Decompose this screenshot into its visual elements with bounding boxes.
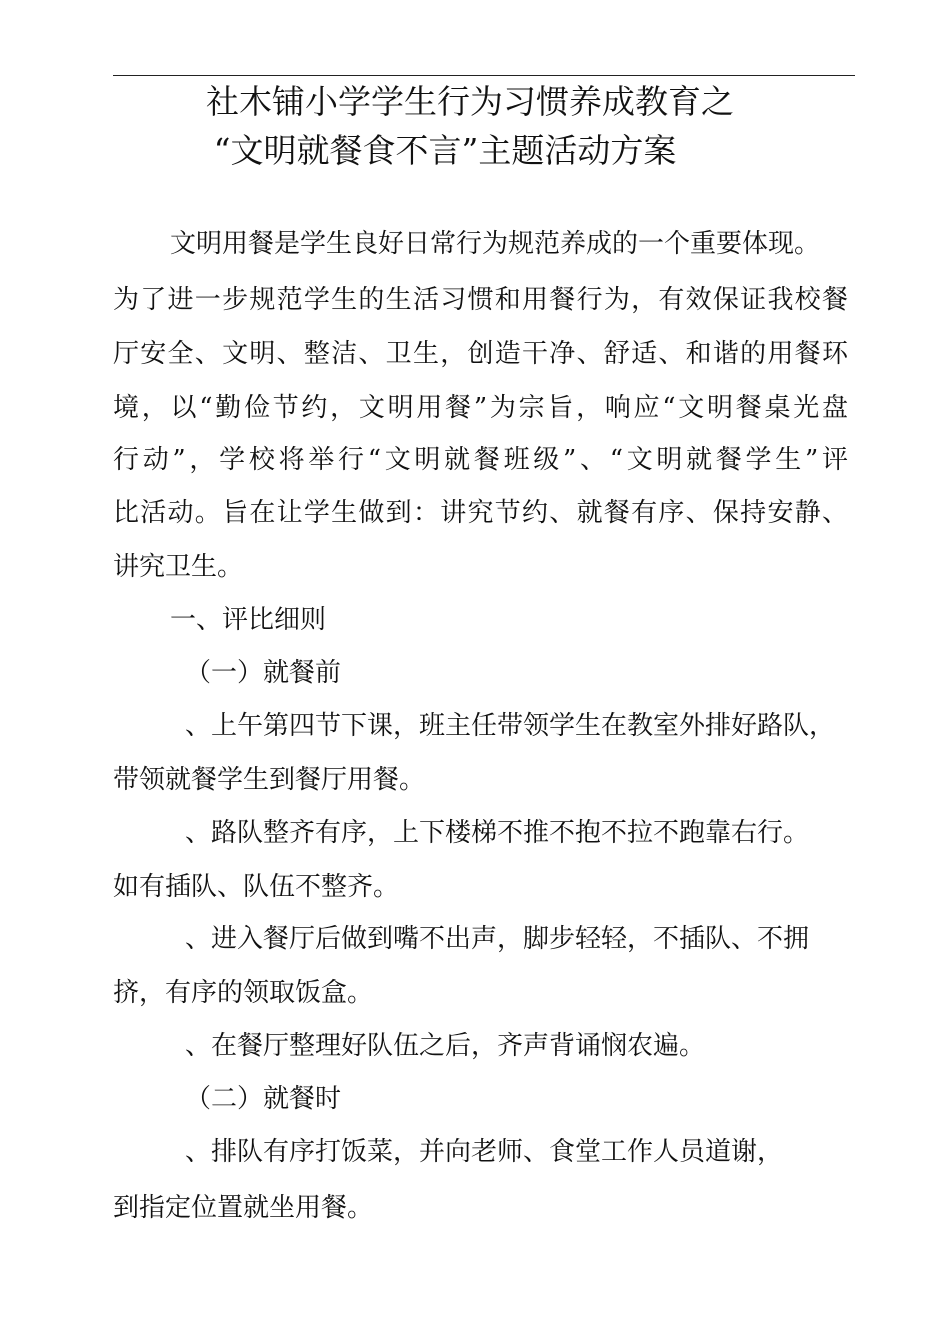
intro-line-4: 境，以“勤俭节约，文明用餐”为宗旨，响应“文明餐桌光盘 [113,393,848,423]
section-heading-1: 一、评比细则 [170,605,327,635]
item-1-line-1: 、上午第四节下课，班主任带领学生在教室外排好路队， [185,711,836,741]
subsection-heading-1: （一）就餐前 [185,658,342,688]
item-2-line-1: 、路队整齐有序，上下楼梯不推不抱不拉不跑靠右行。 [185,818,810,848]
document-title-line-1: 社木铺小学学生行为习惯养成教育之 [206,82,734,121]
item-1-line-2: 带领就餐学生到餐厅用餐。 [113,765,426,795]
intro-line-5: 行动”，学校将举行“文明就餐班级”、“文明就餐学生”评 [113,445,848,475]
intro-line-7: 讲究卫生。 [113,552,244,582]
item-3-line-1: 、进入餐厅后做到嘴不出声，脚步轻轻，不插队、不拥 [185,924,810,954]
item-5-line-2: 到指定位置就坐用餐。 [113,1193,374,1223]
intro-line-6: 比活动。旨在让学生做到：讲究节约、就餐有序、保持安静、 [113,498,848,528]
intro-line-3: 厅安全、文明、整洁、卫生，创造干净、舒适、和谐的用餐环 [113,339,848,369]
subsection-heading-2: （二）就餐时 [185,1084,342,1114]
document-title-line-2: “文明就餐食不言”主题活动方案 [213,131,677,170]
item-3-line-2: 挤，有序的领取饭盒。 [113,978,374,1008]
intro-line-2: 为了进一步规范学生的生活习惯和用餐行为，有效保证我校餐 [113,285,848,315]
intro-line-1: 文明用餐是学生良好日常行为规范养成的一个重要体现。 [170,229,821,259]
item-4-line-1: 、在餐厅整理好队伍之后，齐声背诵悯农遍。 [185,1031,706,1061]
item-5-line-1: 、排队有序打饭菜，并向老师、食堂工作人员道谢， [185,1137,784,1167]
item-2-line-2: 如有插队、队伍不整齐。 [113,872,400,902]
header-rule [113,75,855,76]
